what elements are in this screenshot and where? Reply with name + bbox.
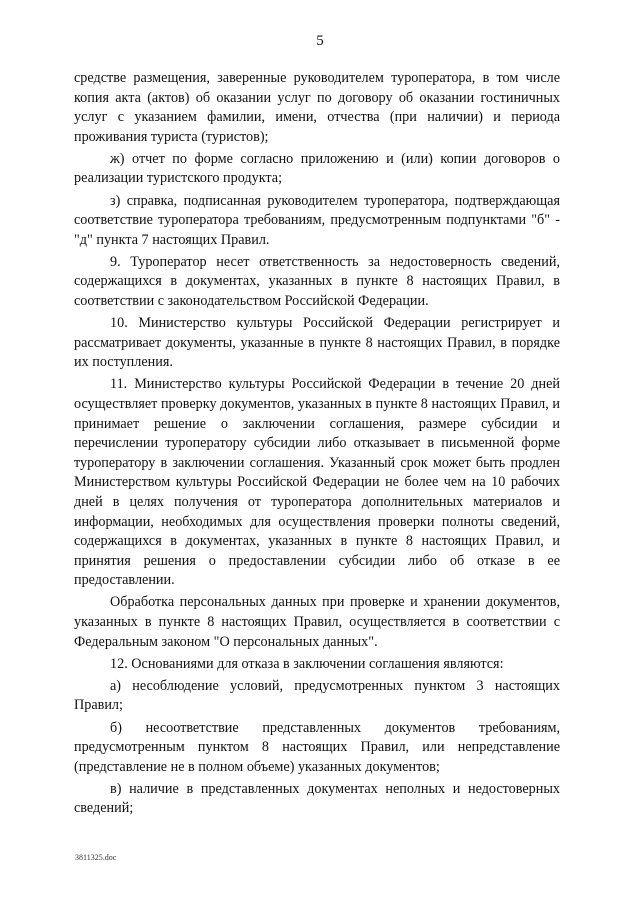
paragraph-continuation: средстве размещения, заверенные руководителем туроператора, в том числе копия акта (актов) об оказании услуг по договору об оказании гостиничных услуг с указанием фамилии, имени, отчества (при наличии) и периода проживания туриста (туристов); <box>74 70 560 145</box>
document-file-code: 3811325.doc <box>75 853 117 862</box>
page-number: 5 <box>316 33 324 49</box>
paragraph-item-b: б) несоответствие представленных документов требованиям, предусмотренным пунктом 8 настоящих Правил, или непредставление (представление не в полном объеме) указанных документов; <box>74 719 560 775</box>
paragraph-item-v: в) наличие в представленных документах неполных и недостоверных сведений; <box>74 780 560 817</box>
paragraph-personal-data: Обработка персональных данных при проверке и хранении документов, указанных в пункте 8 настоящих Правил, осуществляется в соответствии с Федеральным законом "О персональных данных". <box>74 594 560 650</box>
paragraph-item-z: з) справка, подписанная руководителем туроператора, подтверждающая соответствие туроператора требованиям, предусмотренным подпунктами "б" - "д" пункта 7 настоящих Правил. <box>74 192 560 248</box>
document-body <box>74 69 560 821</box>
paragraph-item-a: а) несоблюдение условий, предусмотренных пунктом 3 настоящих Правил; <box>74 677 560 714</box>
paragraph-clause-11: 11. Министерство культуры Российской Федерации в течение 20 дней осуществляет проверку документов, указанных в пункте 8 настоящих Правил, и принимает решение о заключении соглашения, размере субсидии и перечислении туроператору субсидии либо отказывает в письменной форме туроператору в заключении соглашения. Указанный срок может быть продлен Министерством культуры Российской Федерации не более чем на 10 рабочих дней в целях получения от туроператора дополнительных материалов и информации, необходимых для осуществления проверки полноты сведений, содержащихся в документах, указанных в пункте 8 настоящих Правил, и принятия решения о предоставлении субсидии либо об отказе в ее предоставлении. <box>74 376 560 589</box>
paragraph-item-zh: ж) отчет по форме согласно приложению и (или) копии договоров о реализации туристского продукта; <box>74 150 560 187</box>
paragraph-clause-12: 12. Основаниями для отказа в заключении соглашения являются: <box>110 655 504 672</box>
paragraph-clause-10: 10. Министерство культуры Российской Федерации регистрирует и рассматривает документы, указанные в пункте 8 настоящих Правил, в порядке их поступления. <box>74 315 560 371</box>
paragraph-clause-9: 9. Туроператор несет ответственность за недостоверность сведений, содержащихся в документах, указанных в пункте 8 настоящих Правил, в соответствии с законодательством Российской Федерации. <box>74 253 560 310</box>
